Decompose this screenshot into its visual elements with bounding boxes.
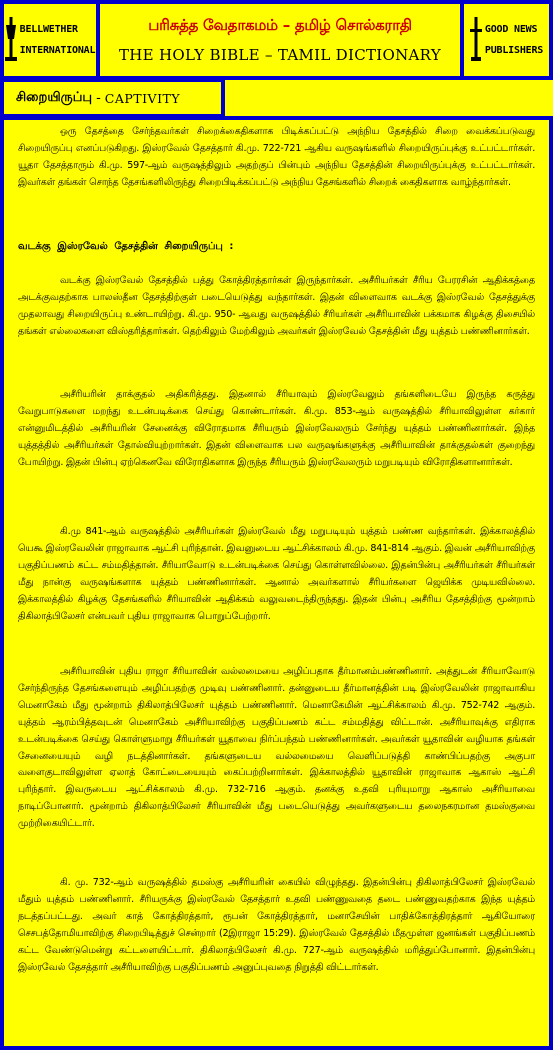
paragraph: அசீரியாவின் புதிய ராஜா சீரியாவின் வல்லமையை அழிப்பதாக தீர்மானம்பண்ணினார். அத்துடன் சீரியாவோடு சேர்ந்திருந்த தேசங்களையும் அழிப்பதற்கு முடிவு பண்ணினார். தன்னுடைய தீர்மானத்தின் படி இஸ்ரவேலின் ராஜாவாகிய மெனாகேம் மீது மூன்றாம் திகிலாத்பிலேசர் யுத்தம் பண்ணினார். மெனாகேமின் ஆட்சிக்காலம் கி.மு. 752-742 ஆகும். யுத்தம் ஆரம்பித்தவுடன் மெனாகேம் அசீரியாவிற்கு பகுதிப்பணம் கட்ட சம்மதித்து விட்டான். அசீரியாவுக்கு எதிராக உடன்படிக்கை செய்து கொள்ளுமாறு சீரியர்கள் யூதாவை நிர்ப்பந்தம் பண்ணினார்கள். அவர்கள் யூதாவின் வழியாக தங்கள் சேனையையும் வழி நடத்தினார்கள். தங்களுடைய வல்லமையை வெளிப்படுத்தி காண்பிப்பதற்கு அகுபா வளைகுடாவிலுள்ள ஏலாத் கோட்டையையும் கைப்பற்றினார்கள். இக்காலத்தில் யூதாவின் ராஜாவாக ஆகாஸ் ஆட்சி புரிந்தார். இவருடைய ஆட்சிக்காலம் கி.மு. 732-716 ஆகும். தனக்கு உதவி புரியுமாறு ஆகாஸ் அசீரியாவை நாடிப்போனார். மூன்றாம் திகிலாத்பிலேசர் சீரியாவின் மீது படையெடுத்து அவர்களுடைய தலைநகரமான தமஸ்குவை முற்றிகையிட்டார். xyxy=(18,666,535,830)
bellwether-logo xyxy=(4,4,96,76)
cross-icon xyxy=(470,17,482,63)
paragraph: வடக்கு இஸ்ரவேல் தேசத்தில் பத்து கோத்திரத்தார்கள் இருந்தார்கள். அசீரியர்கள் சீரிய பேரரசின் ஆதிக்கத்தை அடக்குவதற்காக பாலஸ்தீன தேசத்திற்குள் படையெடுத்து வந்தார்கள். இதன் விளைவாக வடக்கு இஸ்ரவேல் தேசத்துக்கு முதலாவது சிறையிருப்பு உண்டாயிற்று. கி.மு. 950- ஆவது வருஷத்தில் சீரியர்கள் அசீரியாவின் பக்கமாக கிழக்கு திசையில் தங்கள் எல்லைகளை விஸ்தரித்தார்கள். தெற்கிலும் மேற்கிலும் அவர்கள் இஸ்ரவேல் தேசத்தின் மீது யுத்தம் பண்ணினார்கள். xyxy=(18,275,535,337)
bell-icon xyxy=(5,17,17,63)
logo-line-2: PUBLISHERS xyxy=(484,45,544,56)
logo-line-1: GOOD NEWS xyxy=(484,24,538,35)
section-subheading: வடக்கு இஸ்ரவேல் தேசத்தின் சிறையிருப்பு : xyxy=(18,241,234,252)
logo-line-2: INTERNATIONAL xyxy=(19,45,96,56)
paragraph: கி. மு. 732-ஆம் வருஷத்தில் தமஸ்கு அசீரியரின் கையில் விழுந்தது. இதன்பின்பு திகிலாத்பிலேசர் இஸ்ரவேல் மீதும் யுத்தம் பண்ணினார். சீரியருக்கு இஸ்ரவேல் தேசத்தார் உதவி பண்ணுவதை தடை பண்ணுவதற்காக இந்த யுத்தம் நடத்தப்பட்டது. அவர் காத் கோத்திரத்தார், ரூபன் கோத்திரத்தார், மனாசேயின் பாதிக்கோத்திரத்தார் ஆகியோரை செசபத்தோமியாவிற்கு சிறைபிடித்துச் சென்றார் (2இராஜா 15:29). இஸ்ரவேல் தேசத்தில் மீதமுள்ள ஜனங்கள் பகுதிப்பணம் கட்ட வேண்டுமென்று கட்டளையிட்டார். திகிலாத்பிலேசர் கி.மு. 727-ஆம் வருஷத்தில் மரித்துப்போனார். இதன்பின்பு இஸ்ரவேல் தேசத்தார் அசீரியாவிற்கு பகுதிப்பணம் அனுப்புவதை நிறுத்தி விட்டார்கள். xyxy=(18,877,535,973)
header-title-box xyxy=(96,0,464,80)
entry-title-box xyxy=(0,78,225,118)
logo-line-1: BELLWETHER xyxy=(19,24,78,35)
entry-title-english: CAPTIVITY xyxy=(104,90,181,106)
paragraph: அசீரியரின் தாக்குதல் அதிகரித்தது. இதனால் சீரியாவும் இஸ்ரவேலும் தங்களிடையே இருந்த கருத்து வேறுபாடுகளை மறந்து உடன்படிக்கை செய்து கொண்டார்கள். கி.மு. 853-ஆம் வருஷத்தில் சீரியாவிலுள்ள கர்கார் என்னுமிடத்தில் அசீரியரின் சேனைக்கு விரோதமாக சீரியரும் இஸ்ரவேலரும் சேர்ந்து யுத்தம் பண்ணினார்கள். இந்த யுத்தத்தில் அசீரியர்கள் தோல்வியுற்றார்கள். இதன் விளைவாக பல வருஷங்களுக்கு அசீரியாவின் தாக்குதல்கள் குறைந்து போயிற்று. இதன் பின்பு ஏற்கெனவே விரோதிகளாக இருந்த சீரியரும் இஸ்ரவேலரும் மறுபடியும் விரோதிகளானார்கள். xyxy=(18,389,535,468)
header-right-logo-box xyxy=(460,0,553,80)
good-news-logo xyxy=(464,4,549,76)
intro-paragraph: ஒரு தேசத்தை சேர்ந்தவர்கள் சிறைக்கைதிகளாக பிடிக்கப்பட்டு அந்நிய தேசத்தில் சிறை வைக்கப்படுவது சிறையிருப்பு எனப்படுகிறது. இஸ்ரவேல் தேசத்தார் கி.மு. 722-721 ஆகிய வருஷங்களில் சிறையிருப்புக்கு உட்பட்டார்கள். யூதா தேசத்தாரும் கி.மு. 597-ஆம் வருஷத்திலும் அதற்குப் பின்பும் அந்நிய தேசத்தின் சிறையிருப்புக்கு உட்பட்டார்கள். இவர்கள் தங்கள் சொந்த தேசங்களிலிருந்து சிறைபிடிக்கப்பட்டு அந்நிய தேசங்களில் சிறைக் கைதிகளாக வாழ்ந்தார்கள். xyxy=(18,126,535,188)
content-box xyxy=(0,116,553,1050)
paragraph: கி.மு 841-ஆம் வருஷத்தில் அசீரியர்கள் இஸ்ரவேல் மீது மறுபடியும் யுத்தம் பண்ண வந்தார்கள். இக்காலத்தில் யெகூ இஸ்ரவேலின் ராஜாவாக ஆட்சி புரிந்தான். இவனுடைய ஆட்சிக்காலம் கி.மு. 841-814 ஆகும். இவன் அசீரியாவிற்கு பகுதிப்பணம் கட்ட சம்மதித்தான். சீரியாவோடு உடன்படிக்கை செய்து கொள்ளவில்லை. இதன்பின்பு அசீரியர்கள் சீரியர்கள் மீது நான்கு வருஷங்களாக யுத்தம் பண்ணினார்கள். ஆனால் அவர்களால் சீரியர்களை ஜெயிக்க முடியவில்லை. இக்காலத்தில் கிழக்கு தேசங்களில் சீரியாவின் ஆதிக்கம் வலுவடைந்திருந்தது. இதன் பின்பு அசீரிய தேசத்திற்கு மூன்றாம் திகிலாத்பிலேசர் என்பவர் புதிய ராஜாவாக பொறுப்பேற்றார். xyxy=(18,526,535,622)
entry-title-tamil: சிறையிருப்பு xyxy=(16,90,93,105)
title-tamil: பரிசுத்த வேதாகமம் – தமிழ் சொல்கராதி xyxy=(148,16,412,34)
entry-title-separator: - xyxy=(96,90,101,106)
header-left-logo-box xyxy=(0,0,100,80)
title-english: THE HOLY BIBLE – TAMIL DICTIONARY xyxy=(118,46,442,64)
